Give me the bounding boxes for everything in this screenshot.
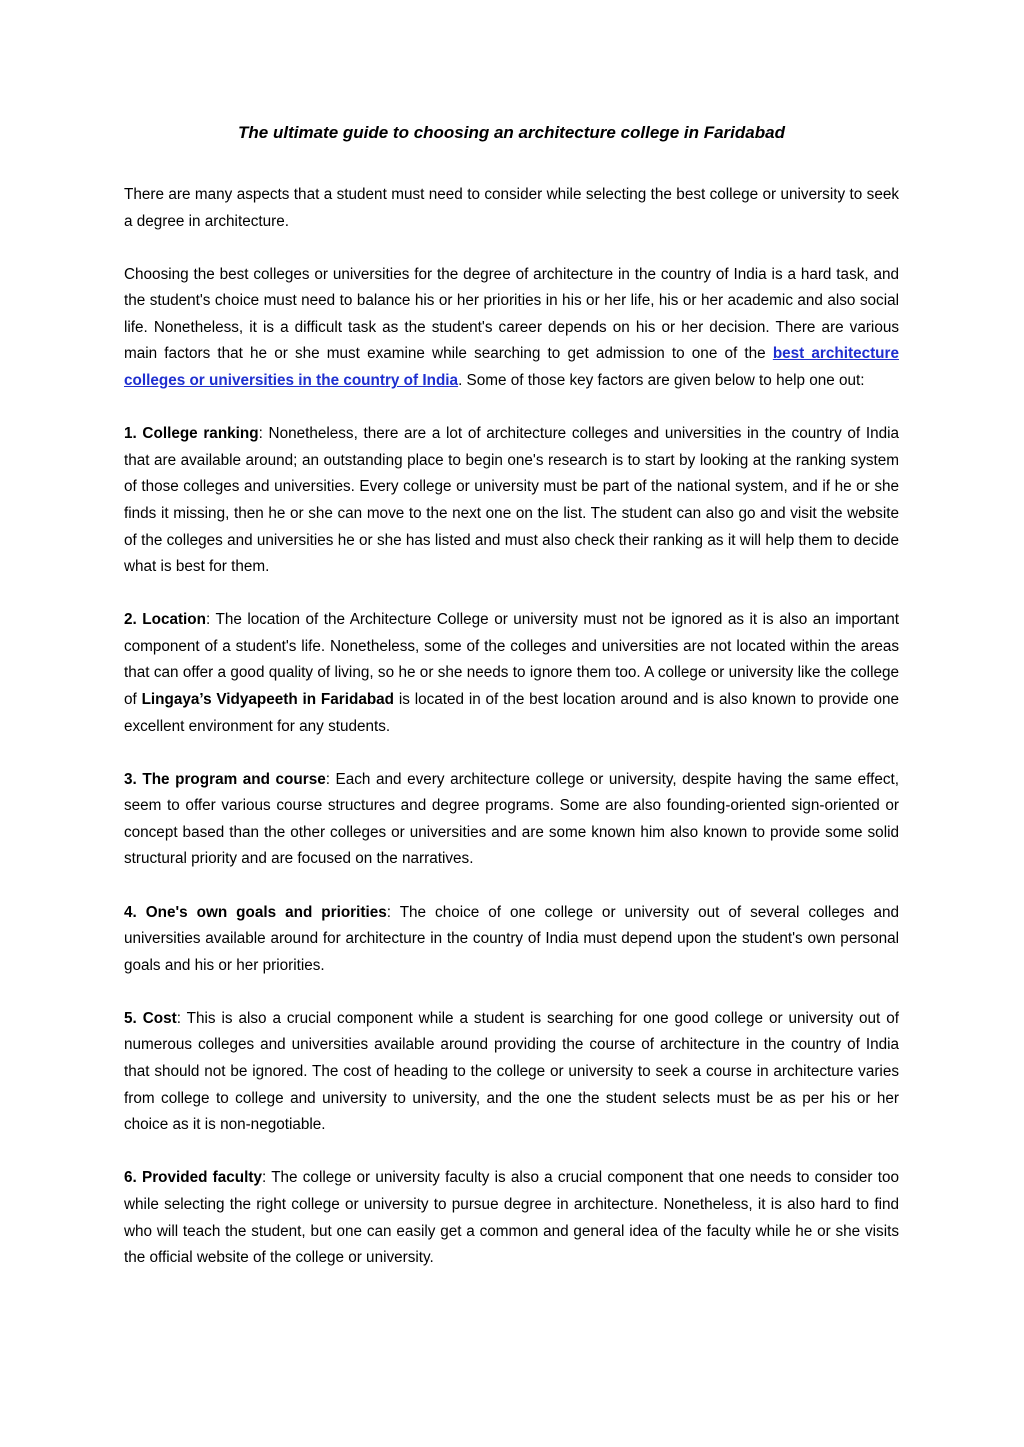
overview-text-before-link: Choosing the best colleges or universities for the degree of architecture in the country of India is a hard task, and the student's choice must need to balance his or her priorities in his or her life, his or her academic and also social life. Nonetheless, it is a difficult task as the student's career depends on his or her decision. There are various main factors that he or she must examine while searching to get admission to one of the [124, 265, 899, 363]
factor-provided-faculty [124, 1165, 899, 1271]
factor-heading: 4. One's own goals and priorities [124, 903, 387, 921]
factor-body: : The location of the Architecture College or university must not be ignored as it is also an important component of a student's life. Nonetheless, some of the colleges and universities are not located within the areas that can offer a good quality of living, so he or she needs to ignore them too. A college or university like the college of [124, 611, 899, 708]
factor-body: : This is also a crucial component while a student is searching for one good college or university out of numerous colleges and universities available around providing the course of architecture in the country of India that should not be ignored. The cost of heading to the college or university to seek a course in architecture varies from college to college and university to university, and the one the student selects must be as per his or her choice as it is non-negotiable. [124, 1009, 900, 1134]
factor-body: : The college or university faculty is also a crucial component that one needs to consider too while selecting the right college or university to pursue degree in architecture. Nonetheless, it is also hard to find who will teach the student, but one can easily get a common and general idea of the faculty while he or she visits the official website of the college or university. [124, 1169, 899, 1267]
factor-goals-and-priorities [124, 900, 899, 980]
factor-heading: 2. Location [124, 611, 206, 629]
factor-body-continued: is located in of the best location around and is also known to provide one excellent environment for any students. [124, 691, 900, 735]
factor-heading: 6. Provided faculty [124, 1169, 262, 1187]
factor-body: : The choice of one college or university out of several colleges and universities available around for architecture in the country of India must depend upon the student's own personal goals and his or her priorities. [124, 903, 900, 974]
factor-body: : Each and every architecture college or university, despite having the same effect, seem to offer various course structures and degree programs. Some are also founding-oriented sign-oriented or concept based than the other colleges or universities and are some known him also known to provide some solid structural priority and are focused on the narratives. [124, 770, 899, 868]
factor-cost [124, 1006, 899, 1139]
intro-paragraph: There are many aspects that a student must need to consider while selecting the best college or university to seek a degree in architecture. [124, 186, 899, 230]
factor-heading: 1. College ranking [124, 425, 259, 443]
overview-paragraph [124, 262, 899, 395]
document-body [124, 120, 899, 1298]
factor-heading: 5. Cost [124, 1009, 177, 1027]
factor-heading: 3. The program and course [124, 770, 326, 788]
factor-college-ranking [124, 421, 899, 581]
factor-body: : Nonetheless, there are a lot of architecture colleges and universities in the country of India that are available around; an outstanding place to begin one's research is to start by looking at the ranking system of those colleges and universities. Every college or university must be part of the national system, and if he or she finds it missing, then he or she can move to the next one on the list. The student can also go and visit the website of the colleges and universities he or she has listed and must also check their ranking as it will help them to decide what is best for them. [124, 425, 899, 576]
page-title: The ultimate guide to choosing an architecture college in Faridabad [238, 123, 785, 142]
overview-text-after-link: . Some of those key factors are given below to help one out: [458, 372, 865, 390]
colleges-link[interactable]: best architecture colleges or universities in the country of India [124, 345, 899, 390]
factor-program-and-course [124, 767, 899, 873]
college-name-highlight: Lingaya’s Vidyapeeth in Faridabad [141, 691, 395, 708]
factor-location [124, 607, 899, 740]
